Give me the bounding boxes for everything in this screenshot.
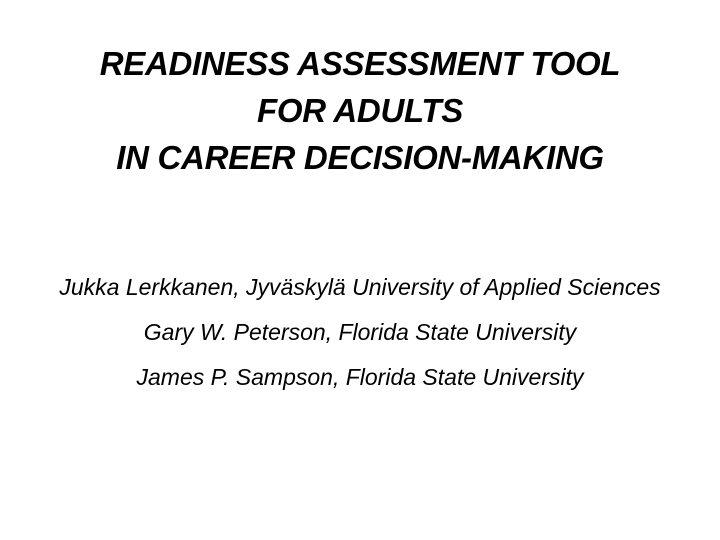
slide-title [40, 40, 680, 181]
author-peterson: Gary W. Peterson, Florida State University [143, 319, 577, 345]
author-list [30, 270, 690, 405]
title-line: IN CAREER DECISION-MAKING [116, 139, 604, 176]
title-line: READINESS ASSESSMENT TOOL [99, 45, 621, 82]
author-sampson: James P. Sampson, Florida State University [136, 364, 584, 390]
author-lerkkanen: Jukka Lerkkanen, Jyväskylä University of Applied Sciences [59, 274, 661, 300]
title-line: FOR ADULTS [257, 92, 463, 129]
